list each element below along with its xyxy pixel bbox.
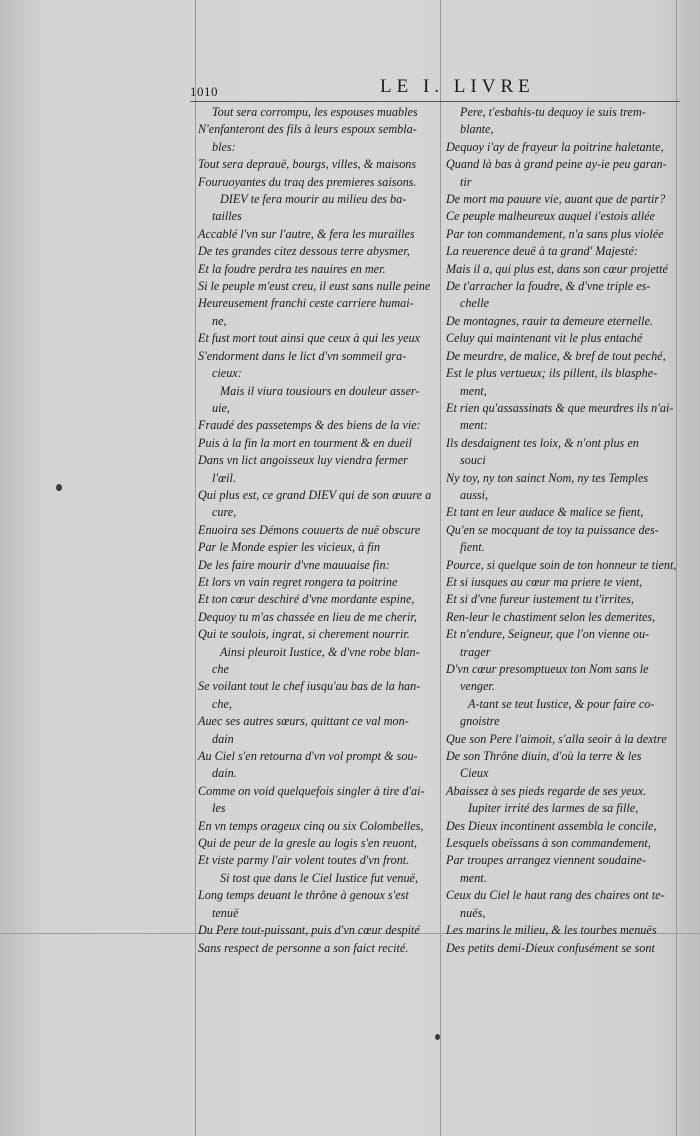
ink-speck <box>56 484 62 491</box>
verse-line: Au Ciel s'en retourna d'vn vol prompt & sou- <box>198 749 418 764</box>
verse-line: Est le plus vertueux; ils pillent, ils blasphe- <box>446 366 658 381</box>
verse-line: DIEV te fera mourir au milieu des ba- <box>220 192 407 207</box>
verse-line: Tout sera deprauë, bourgs, villes, & maisons <box>198 157 417 172</box>
verse-line: Les marins le milieu, & les tourbes menuës <box>446 923 657 938</box>
verse-line: Et rien qu'assassinats & que meurdres ils n'ai- <box>446 400 674 415</box>
verse-line: Et fust mort tout ainsi que ceux à qui les yeux <box>198 331 421 346</box>
verse-line: tenuë <box>212 905 239 920</box>
verse-line: cieux: <box>212 366 242 381</box>
page-header <box>190 76 690 100</box>
verse-line: Si tost que dans le Ciel Iustice fut venuë, <box>220 870 419 885</box>
verse-line: Long temps deuant le thrône à genoux s'est <box>198 888 409 903</box>
verse-line: ment. <box>460 870 487 885</box>
verse-line: Et si d'vne fureur iustement tu t'irrites, <box>446 592 634 607</box>
verse-line: Par ton commandement, n'a sans plus violée <box>446 226 664 241</box>
verse-line: bles: <box>212 139 236 154</box>
verse-line: Qu'en se mocquant de toy ta puissance des- <box>446 522 659 537</box>
verse-line: che, <box>212 696 232 711</box>
verse-line: Ny toy, ny ton sainct Nom, ny tes Temples <box>446 470 648 485</box>
verse-line: ment: <box>460 418 488 433</box>
verse-line: tailles <box>212 209 242 224</box>
verse-line: Qui plus est, ce grand DIEV qui de son œuure a <box>198 487 432 502</box>
verse-line: Et lors vn vain regret rongera ta poitrine <box>198 574 398 589</box>
verse-line: Par le Monde espier les vicieux, à fin <box>198 540 381 555</box>
verse-line: Et ton cœur deschiré d'vne mordante espine, <box>198 592 415 607</box>
verse-line: Dans vn lict angoisseux luy viendra fermer <box>198 453 408 468</box>
verse-line: Et viste parmy l'air volent toutes d'vn front. <box>198 853 410 868</box>
verse-line: Que son Pere l'aimoit, s'alla seoir à la dextre <box>446 731 667 746</box>
left-text-column <box>198 104 444 957</box>
verse-line: De tes grandes citez dessous terre abysmer, <box>198 244 410 259</box>
verse-line: Pere, t'esbahis-tu dequoy ie suis trem- <box>460 105 646 119</box>
verse-line: Ils desdaignent tes loix, & n'ont plus en <box>446 435 639 450</box>
verse-line: Qui de peur de la gresle au logis s'en reuont, <box>198 836 418 851</box>
verse-line: Se voilant tout le chef iusqu'au bas de la han- <box>198 679 421 694</box>
verse-line: che <box>212 662 229 676</box>
verse-line: blante, <box>460 122 494 137</box>
verse-line: uie, <box>212 400 230 415</box>
verse-line: gnoistre <box>460 714 500 729</box>
verse-line: S'endorment dans le lict d'vn sommeil gra- <box>198 348 407 363</box>
verse-line: Ainsi pleuroit Iustice, & d'vne robe blan- <box>220 644 420 659</box>
verse-line: Auec ses autres sœurs, quittant ce val mon- <box>198 714 409 729</box>
header-rule <box>190 101 680 102</box>
verse-line: Dequoy tu m'as chassée en lieu de me cherir, <box>198 609 417 624</box>
verse-line: Quand là bas à grand peine ay-ie peu garan- <box>446 157 667 172</box>
verse-line: Par troupes arrangez viennent soudaine- <box>446 853 646 868</box>
verse-line: Iupiter irrité des larmes de sa fille, <box>468 801 639 816</box>
verse-line: les <box>212 801 226 816</box>
verse-line: De t'arracher la foudre, & d'vne triple es- <box>446 279 651 294</box>
verse-line: De les faire mourir d'vne mauuaise fin: <box>198 557 390 572</box>
verse-line: Celuy qui maintenant vit le plus entaché <box>446 331 643 346</box>
verse-line: Dequoy i'ay de frayeur la poitrine haletante, <box>446 139 664 154</box>
verse-line: Et la foudre perdra tes nauires en mer. <box>198 261 386 276</box>
verse-line: Comme on void quelquefois singler à tire d'ai- <box>198 783 425 798</box>
verse-line: Du Pere tout-puissant, puis d'vn cœur despité <box>198 923 420 938</box>
verse-line: Heureusement franchi ceste carriere humai- <box>198 296 414 311</box>
verse-line: A-tant se teut Iustice, & pour faire co- <box>468 696 655 711</box>
verse-line: D'vn cœur presomptueux ton Nom sans le <box>446 662 649 676</box>
verse-line: Pource, si quelque soin de ton honneur te tient, <box>446 557 677 572</box>
verse-line: De montagnes, rauir ta demeure eternelle. <box>446 313 654 328</box>
verse-line: Et tant en leur audace & malice se fient, <box>446 505 644 520</box>
verse-line: souci <box>460 453 486 468</box>
verse-line: fient. <box>460 540 485 555</box>
verse-line: La reuerence deuë à ta grand' Majesté: <box>446 244 638 259</box>
verse-line: nuës, <box>460 905 486 920</box>
verse-line: Sans respect de personne a son faict recité. <box>198 940 409 955</box>
verse-line: ment, <box>460 383 487 398</box>
verse-line: aussi, <box>460 487 489 502</box>
fold-line <box>195 0 196 1136</box>
verse-line: Ren-leur le chastiment selon les demerites, <box>446 609 656 624</box>
verse-line: De mort ma pauure vie, auant que de partir? <box>446 192 666 207</box>
verse-line: Accablé l'vn sur l'autre, & fera les murailles <box>198 226 415 241</box>
verse-line: Tout sera corrompu, les espouses muables <box>212 105 418 119</box>
verse-line: dain. <box>212 766 237 781</box>
verse-line: Des Dieux incontinent assembla le concile, <box>446 818 657 833</box>
verse-line: cure, <box>212 505 237 520</box>
verse-line: venger. <box>460 679 495 694</box>
verse-line: Enuoira ses Démons couuerts de nuë obscure <box>198 522 421 537</box>
verse-line: dain <box>212 731 234 746</box>
verse-line: chelle <box>460 296 490 311</box>
running-title: LE I. LIVRE <box>380 76 535 97</box>
verse-line: De son Thrône diuin, d'où la terre & les <box>446 749 642 764</box>
verse-line: Lesquels obeïssans à son commandement, <box>446 836 651 851</box>
verse-line: Et si iusques au cœur ma priere te vient, <box>446 574 643 589</box>
verse-line: Ce peuple malheureux auquel i'estois allée <box>446 209 655 224</box>
verse-line: Mais il viura tousiours en douleur asser- <box>220 383 420 398</box>
verse-line: Et n'endure, Seigneur, que l'on vienne ou- <box>446 627 650 642</box>
ink-speck <box>435 1034 440 1040</box>
verse-line: Abaissez à ses pieds regarde de ses yeux. <box>446 783 647 798</box>
verse-line: En vn temps orageux cinq ou six Colombelles, <box>198 818 424 833</box>
verse-line: Qui te soulois, ingrat, si cherement nourrir. <box>198 627 410 642</box>
verse-line: tir <box>460 174 472 189</box>
verse-line: Des petits demi-Dieux confusément se sont <box>446 940 655 955</box>
verse-line: N'enfanteront des fils à leurs espoux sembla- <box>198 122 417 137</box>
verse-line: Si le peuple m'eust creu, il eust sans nulle peine <box>198 279 431 294</box>
verse-line: Fouruoyantes du traq des premieres saisons. <box>198 174 417 189</box>
verse-line: Puis à la fin la mort en tourment & en dueil <box>198 435 412 450</box>
verse-line: trager <box>460 644 491 659</box>
verse-line: De meurdre, de malice, & bref de tout peché, <box>446 348 666 363</box>
page-number: 1010 <box>190 84 218 99</box>
verse-line: l'œil. <box>212 470 236 485</box>
verse-line: ne, <box>212 313 227 328</box>
verse-line: Mais il a, qui plus est, dans son cœur projetté <box>446 261 668 276</box>
right-text-column <box>446 104 692 957</box>
verse-line: Ceux du Ciel le haut rang des chaires ont te- <box>446 888 665 903</box>
verse-line: Cieux <box>460 766 489 781</box>
verse-line: Fraudé des passetemps & des biens de la vie: <box>198 418 421 433</box>
